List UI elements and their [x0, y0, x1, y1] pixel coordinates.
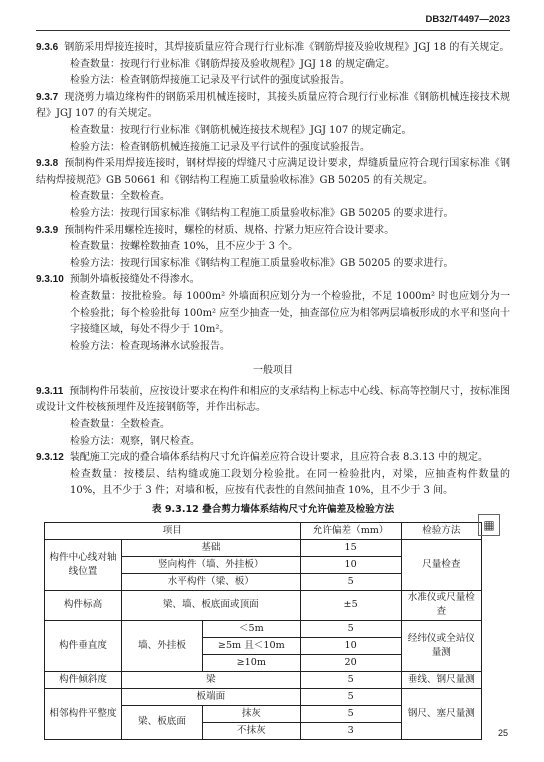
clause-detail [36, 467, 510, 500]
table-header-method: 检验方法 [401, 522, 481, 539]
clause-text: 检查数量：按批检验。每 1000m² 外墙面积应划分为一个检验批，不足 1000m² 时也应划分为一个检验批；每个检验批每 100m² 应至少抽查一处，抽查部位应为相邻两层墙板形成的水平和竖向十字接缝区域，每处不得少于 10m²。 [70, 290, 510, 336]
table-cell: 板端面 [122, 688, 301, 705]
table-cell: 20 [300, 654, 401, 671]
document-code: DB32/T4497—2023 [425, 14, 510, 25]
table-header-tolerance: 允许偏差（mm） [300, 522, 401, 539]
clause-detail [36, 140, 510, 157]
tolerance-table [44, 522, 482, 740]
clause-text: 现浇剪力墙边缘构件的钢筋采用机械连接时，其接头质量应符合现行行业标准《钢筋机械连接技术规程》JGJ 107 的有关规定。 [36, 91, 510, 120]
table-cell: 相邻构件平整度 [45, 688, 122, 739]
clause-detail [36, 206, 510, 223]
page-number: 25 [497, 728, 508, 738]
table-cell: 5 [300, 705, 401, 722]
clause-detail [36, 123, 510, 140]
clause-text: 检验方法：检查钢筋焊接施工记录及平行试件的强度试验报告。 [70, 75, 350, 87]
clause-detail [36, 239, 510, 256]
table-cell: 5 [300, 688, 401, 705]
table-cell: 基础 [122, 539, 301, 556]
clause-text: 检验方法：按现行国家标准《钢结构工程施工质量验收标准》GB 50205 的要求进行。 [70, 207, 454, 219]
table-cell: 抹灰 [203, 705, 301, 722]
page-body [36, 40, 510, 740]
qr-code-icon[interactable]: ▦ [478, 514, 500, 536]
clause-text: 装配施工完成的叠合墙体系结构尺寸允许偏差应符合设计要求，且应符合表 8.3.13 中的规定。 [69, 452, 488, 464]
clause-number: 9.3.10 [36, 274, 64, 286]
table-cell: 15 [300, 539, 401, 556]
table-cell: 梁 [122, 671, 301, 688]
table-cell: 3 [300, 722, 401, 739]
clause-detail [36, 189, 510, 206]
table-cell: 水平构件（梁、板） [122, 573, 301, 590]
clause-text: 检查数量：全数检查。 [70, 419, 170, 431]
clause-text: 钢筋采用焊接连接时，其焊接质量应符合现行行业标准《钢筋焊接及验收规程》JGJ 18 的有关规定。 [64, 42, 510, 53]
table-cell: 尺量检查 [401, 539, 481, 590]
clause-text: 检查数量：按楼层、结构缝或施工段划分检验批。在同一检验批内，对梁，应抽查构件数量的 10%，且不少于 3 件；对墙和板，应按有代表性的自然间抽查 10%，且不少于 3 间。 [70, 468, 510, 497]
clause-paragraph [36, 272, 510, 289]
table-cell: 墙、外挂板 [122, 620, 203, 671]
clause-paragraph [36, 223, 510, 240]
table-cell: 梁、板底面 [122, 705, 203, 739]
header-rule [36, 30, 510, 31]
clause-detail [36, 73, 510, 90]
clause-text: 检验方法：检查钢筋机械连接施工记录及平行试件的强度试验报告。 [70, 141, 370, 153]
table-cell: 5 [300, 671, 401, 688]
clause-paragraph [36, 40, 510, 57]
clause-text: 检查数量：按现行行业标准《钢筋机械连接技术规程》JGJ 107 的规定确定。 [70, 124, 412, 136]
clause-paragraph [36, 156, 510, 189]
table-cell: 构件标高 [45, 590, 122, 620]
table-cell: 构件倾斜度 [45, 671, 122, 688]
table-cell: 不抹灰 [203, 722, 301, 739]
clause-text: 检查数量：全数检查。 [70, 191, 170, 203]
clause-detail [36, 289, 510, 339]
clause-text: 预制构件吊装前，应按设计要求在构件和相应的支承结构上标志中心线、标高等控制尺寸，按标准图或设计文件校核预埋件及连接钢筋等，并作出标志。 [36, 385, 510, 414]
table-cell: ≥5m 且＜10m [203, 637, 301, 654]
table-cell: 10 [300, 637, 401, 654]
table-cell: 5 [300, 573, 401, 590]
clause-text: 预制外墙板接缝处不得渗水。 [69, 274, 200, 286]
table-caption: 表 9.3.12 叠合剪力墙体系结构尺寸允许偏差及检验方法 [151, 504, 395, 516]
table-cell: 5 [300, 620, 401, 637]
clause-number: 9.3.8 [36, 158, 59, 170]
clause-text: 检验方法：按现行国家标准《钢结构工程施工质量验收标准》GB 50205 的要求进行。 [70, 257, 454, 269]
table-cell: 构件垂直度 [45, 620, 122, 671]
table-cell: ±5 [300, 590, 401, 620]
clause-detail [36, 434, 510, 451]
table-cell: ＜5m [203, 620, 301, 637]
table-cell: 水准仪或尺量检查 [401, 590, 481, 620]
section-title: 一般项目 [253, 365, 293, 377]
clause-text: 预制构件采用螺栓连接时，螺栓的材质、规格、拧紧力矩应符合设计要求。 [64, 224, 395, 236]
table-cell: 梁、墙、板底面或顶面 [122, 590, 301, 620]
clause-number: 9.3.11 [36, 385, 64, 397]
clause-detail [36, 417, 510, 434]
table-cell: 钢尺、塞尺量测 [401, 688, 481, 739]
clause-text: 检查数量：按螺栓数抽查 10%，且不应少于 3 个。 [70, 241, 299, 253]
clause-paragraph [36, 90, 510, 123]
clause-number: 9.3.6 [36, 42, 59, 53]
clause-paragraph [36, 450, 510, 467]
clause-detail [36, 256, 510, 273]
table-cell: ≥10m [203, 654, 301, 671]
clause-text: 检验方法：检查现场淋水试验报告。 [70, 340, 230, 352]
table-cell: 10 [300, 556, 401, 573]
clause-text: 预制构件采用焊接连接时，钢材焊接的焊缝尺寸应满足设计要求，焊缝质量应符合现行国家标准《钢结构焊接规范》GB 50661 和《钢结构工程施工质量验收标准》GB 50205 的有关规定。 [36, 158, 510, 186]
clause-text: 检查数量：按现行行业标准《钢筋焊接及验收规程》JGJ 18 的规定确定。 [70, 58, 396, 70]
table-cell: 垂线、钢尺量测 [401, 671, 481, 688]
clause-number: 9.3.12 [36, 452, 64, 464]
clause-detail [36, 57, 510, 74]
clause-paragraph [36, 384, 510, 417]
table-cell: 经纬仪或全站仪量测 [401, 620, 481, 671]
clause-detail [36, 339, 510, 356]
table-cell: 竖向构件（墙、外挂板） [122, 556, 301, 573]
clause-text: 检验方法：观察，钢尺检查。 [70, 435, 200, 447]
clause-number: 9.3.9 [36, 224, 59, 236]
table-cell: 构件中心线对轴线位置 [45, 539, 122, 590]
clause-number: 9.3.7 [36, 91, 59, 103]
table-header-item: 项目 [45, 522, 301, 539]
